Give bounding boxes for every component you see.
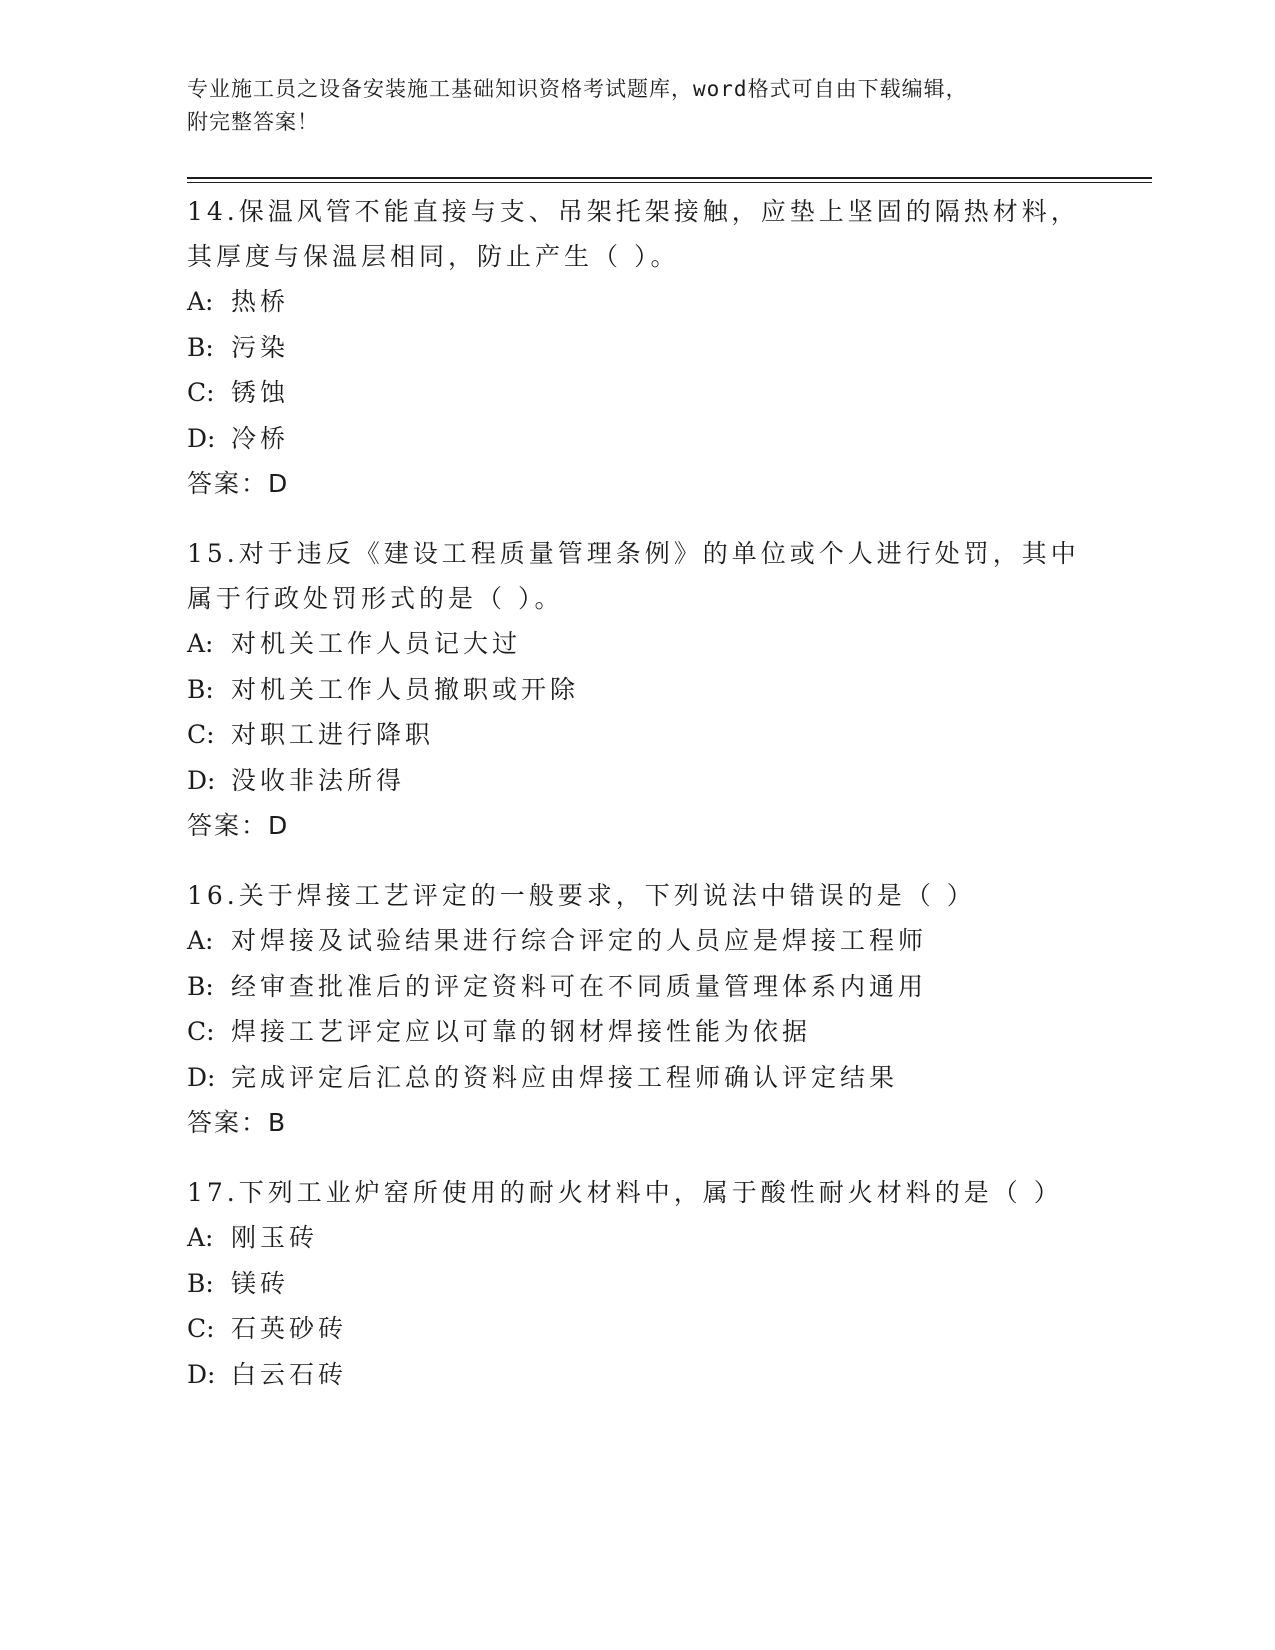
option-letter: A: (187, 926, 214, 955)
option-letter: D: (187, 1359, 216, 1389)
question-17 (187, 1170, 1152, 1397)
option-letter: C: (187, 1017, 215, 1046)
option-c (187, 712, 1152, 758)
question-list (187, 189, 1152, 1421)
option-a (187, 621, 1152, 667)
answer-line: 答案：D (187, 469, 290, 498)
option-letter: C: (187, 720, 215, 749)
option-text: 锈蚀 (231, 378, 290, 407)
option-b (187, 964, 1152, 1010)
option-letter: D: (187, 1062, 216, 1092)
option-letter: D: (187, 765, 216, 795)
option-letter: C: (187, 1314, 215, 1343)
option-d (187, 1055, 1152, 1101)
option-d (187, 758, 1152, 804)
option-c (187, 370, 1152, 416)
answer-line: 答案：D (187, 811, 290, 840)
option-text: 对机关工作人员撤职或开除 (231, 674, 580, 704)
header-divider-thin (187, 182, 1152, 183)
option-letter: B: (187, 971, 214, 1001)
option-text: 对机关工作人员记大过 (231, 629, 522, 658)
option-text: 焊接工艺评定应以可靠的钢材焊接性能为依据 (231, 1017, 812, 1046)
option-d (187, 1352, 1152, 1398)
option-text: 热桥 (231, 287, 290, 316)
option-letter: D: (187, 423, 216, 453)
question-stem: 17.下列工业炉窑所使用的耐火材料中，属于酸性耐火材料的是（ ） (187, 1178, 1063, 1207)
option-text: 镁砖 (231, 1268, 290, 1298)
option-text: 石英砂砖 (231, 1314, 348, 1343)
option-text: 冷桥 (231, 423, 290, 453)
option-a (187, 279, 1152, 325)
option-text: 对职工进行降职 (231, 720, 435, 749)
question-14 (187, 189, 1152, 507)
option-letter: B: (187, 1268, 214, 1298)
option-letter: A: (187, 629, 214, 658)
option-a (187, 918, 1152, 964)
header-line-2: 附完整答案！ (187, 110, 319, 134)
option-text: 经审查批准后的评定资料可在不同质量管理体系内通用 (231, 971, 928, 1001)
answer-line: 答案：B (187, 1108, 288, 1137)
option-letter: B: (187, 332, 214, 362)
option-d (187, 416, 1152, 462)
question-stem: 16.关于焊接工艺评定的一般要求，下列说法中错误的是（ ） (187, 881, 976, 910)
option-text: 刚玉砖 (231, 1223, 319, 1252)
header-line-1: 专业施工员之设备安装施工基础知识资格考试题库，word格式可自由下载编辑， (187, 77, 968, 101)
option-a (187, 1215, 1152, 1261)
question-stem: 14.保温风管不能直接与支、吊架托架接触，应垫上坚固的隔热材料，其厚度与保温层相同，防止产生（ ）。 (187, 197, 1080, 271)
option-b (187, 1261, 1152, 1307)
option-text: 对焊接及试验结果进行综合评定的人员应是焊接工程师 (231, 926, 928, 955)
document-header (187, 73, 1087, 139)
question-16 (187, 873, 1152, 1146)
option-b (187, 325, 1152, 371)
option-text: 没收非法所得 (231, 765, 406, 795)
option-letter: B: (187, 674, 214, 704)
option-letter: A: (187, 287, 214, 316)
question-stem: 15.对于违反《建设工程质量管理条例》的单位或个人进行处罚，其中属于行政处罚形式的是（ ）。 (187, 539, 1080, 613)
option-text: 污染 (231, 332, 290, 362)
header-divider-thick (187, 177, 1152, 179)
option-text: 完成评定后汇总的资料应由焊接工程师确认评定结果 (231, 1062, 899, 1092)
question-15 (187, 531, 1152, 849)
option-c (187, 1306, 1152, 1352)
option-b (187, 667, 1152, 713)
option-letter: C: (187, 378, 215, 407)
option-text: 白云石砖 (231, 1359, 348, 1389)
option-letter: A: (187, 1223, 214, 1252)
option-c (187, 1009, 1152, 1055)
